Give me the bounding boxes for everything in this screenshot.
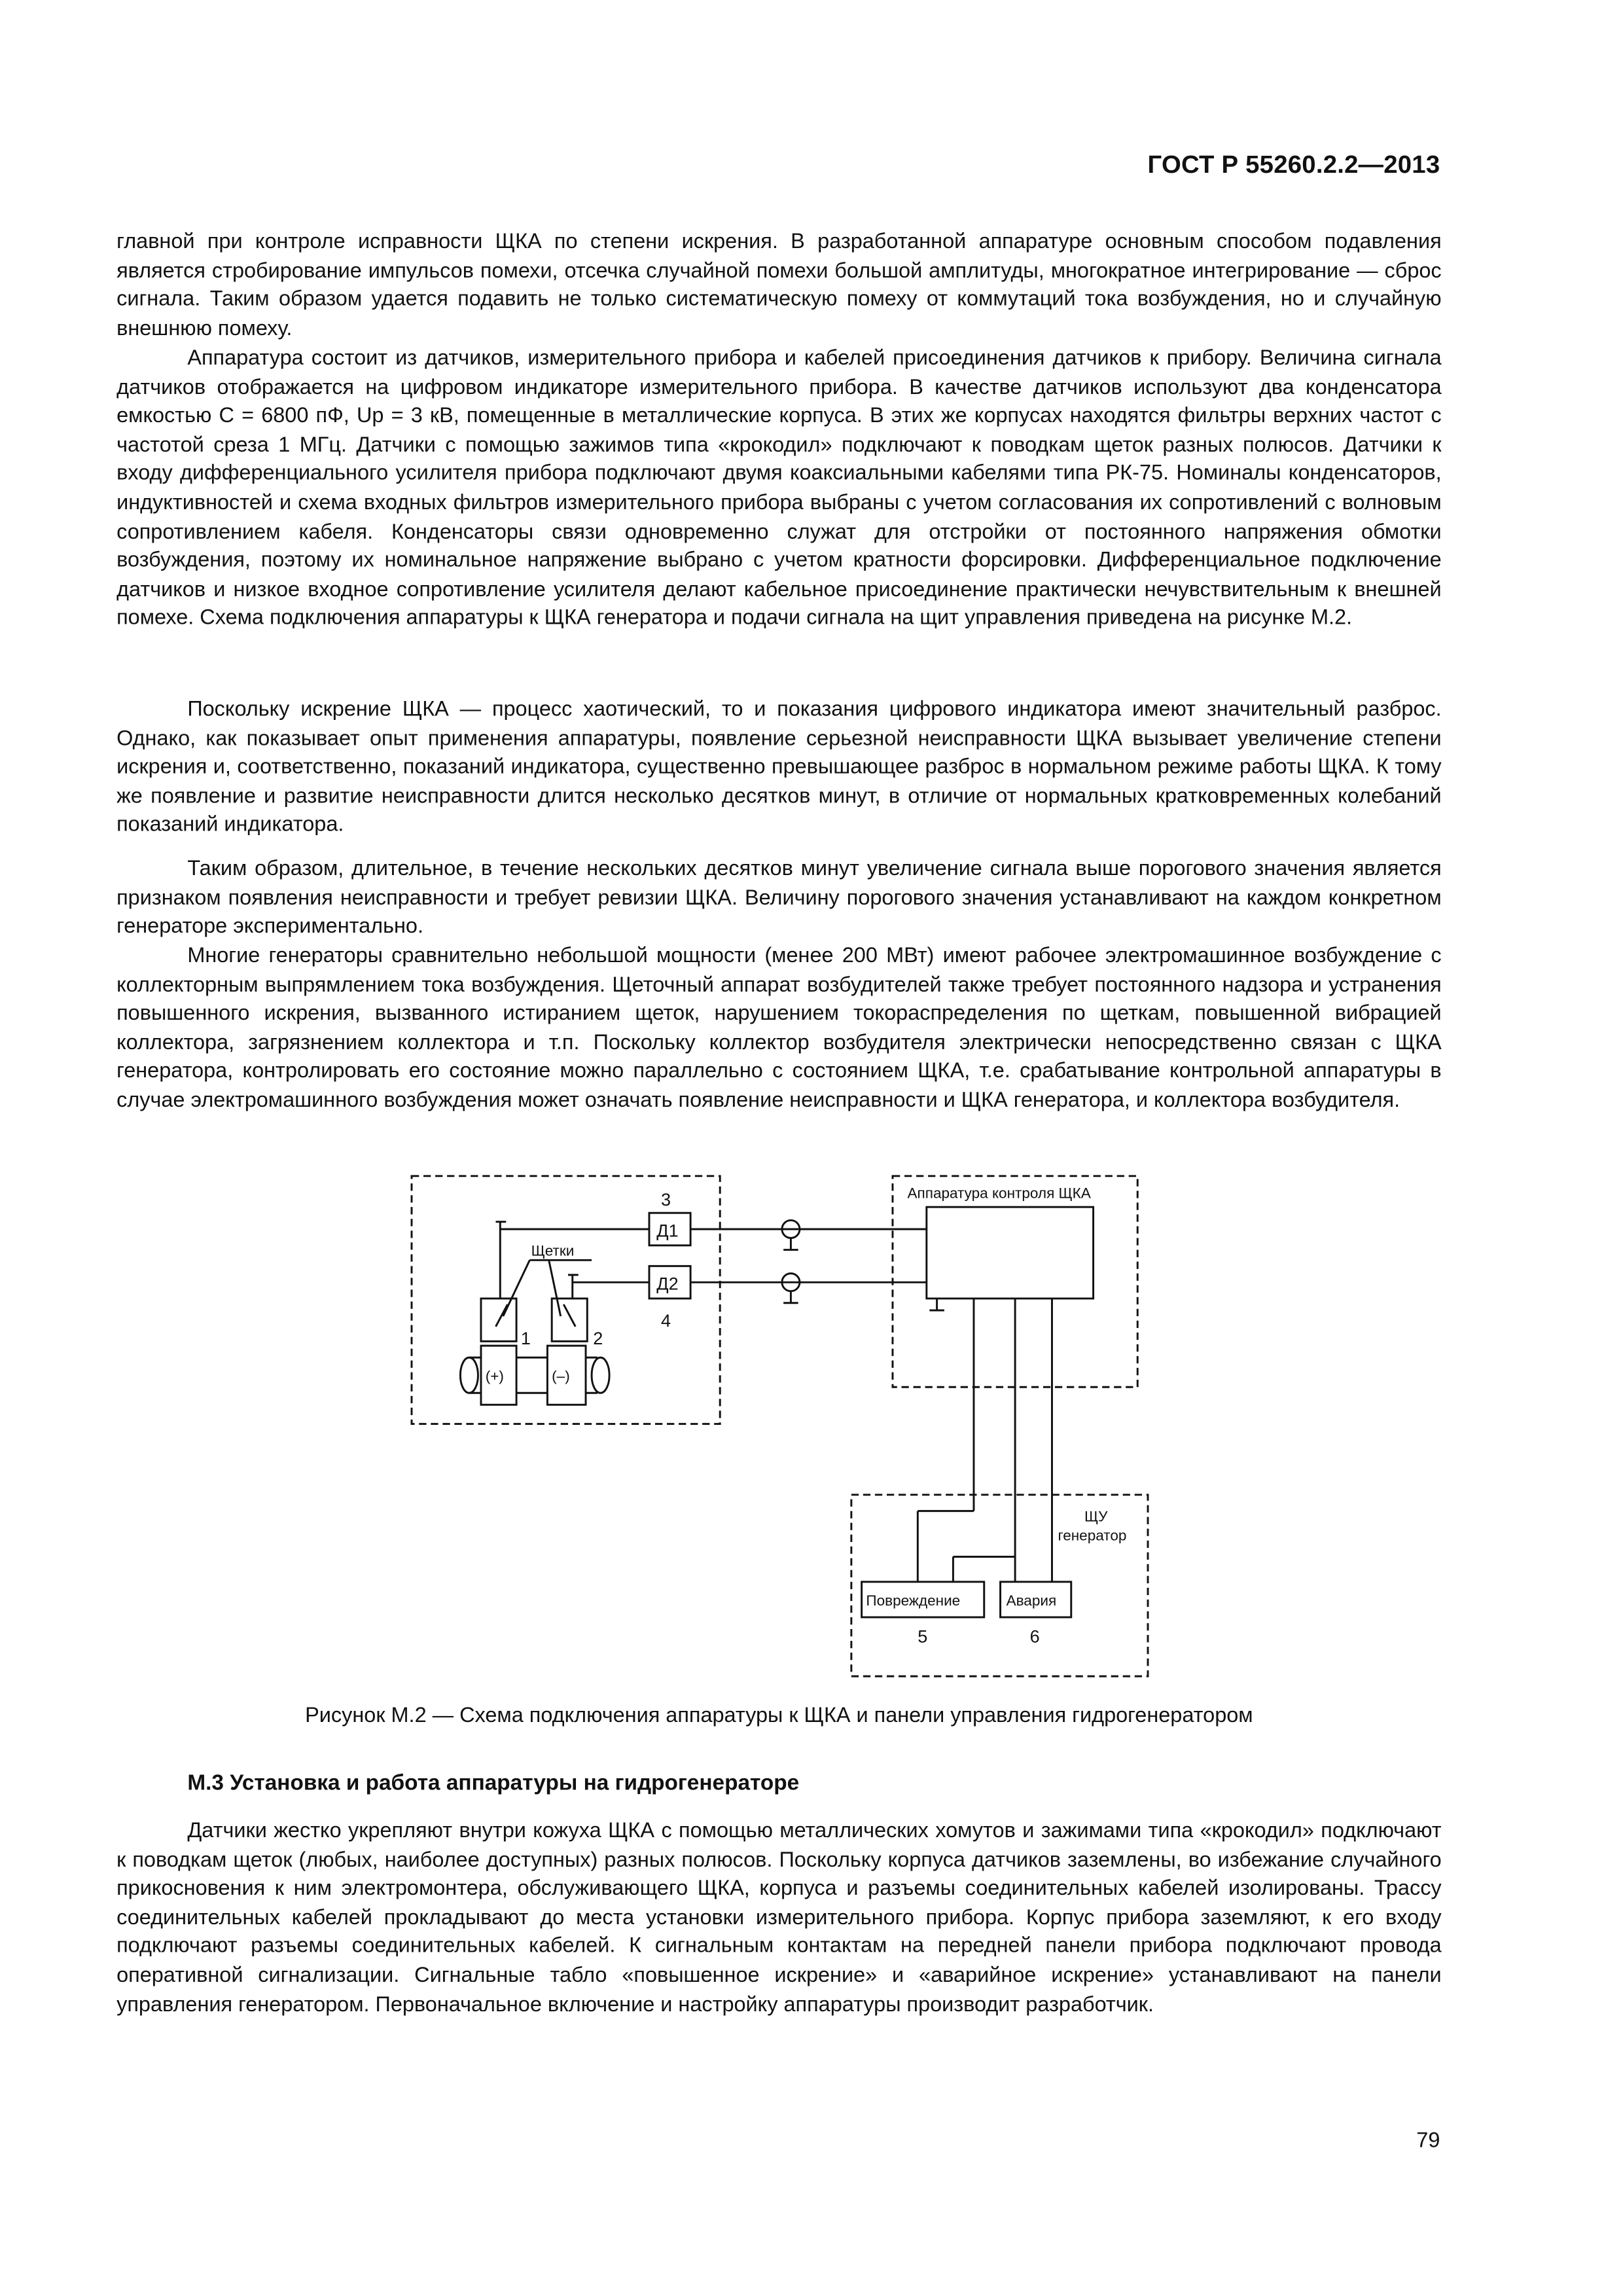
paragraph-4: Таким образом, длительное, в течение нескольких десятков минут увеличение сигнала выше порогового значения является признаком появления неисправности и требует ревизии ЩКА. Величину порогового значения устанавливают на каждом конкретном генераторе экспериментально.	[116, 857, 1442, 939]
page-number: 79	[1416, 2129, 1440, 2153]
label-4: 4	[661, 1310, 671, 1331]
shaft-end-right	[592, 1357, 609, 1393]
apparatus-box	[927, 1207, 1094, 1299]
shaft-end-left	[460, 1357, 478, 1393]
label-apparatus: Аппаратура контроля ЩКА	[907, 1185, 1091, 1202]
label-6: 6	[1029, 1626, 1040, 1647]
label-2: 2	[593, 1328, 603, 1348]
label-minus: (–)	[552, 1368, 570, 1385]
label-plus: (+)	[485, 1368, 504, 1385]
section-paragraph: Датчики жестко укрепляют внутри кожуха ЩКА с помощью металлических хомутов и зажимами типа «крокодил» подключают к поводкам щеток (любых, наиболее доступных) разных полюсов. Поскольку корпуса датчиков заземлены, во избежание случайного прикосновения к ним электромонтера, обслуживающего ЩКА, корпуса и разъемы соединительных кабелей изолированы. Трассу соединительных кабелей прокладывают до места установки измерительного прибора. Корпус прибора заземляют, к его входу подключают разъемы соединительных кабелей. К сигнальным контактам на передней панели прибора подключают провода оперативной сигнализации. Сигнальные табло «повышенное искрение» и «аварийное искрение» устанавливают на панели управления генератором. Первоначальное включение и настройку аппаратуры производит разработчик.	[116, 1819, 1442, 2017]
paragraph-2: Аппаратура состоит из датчиков, измерительного прибора и кабелей присоединения датчиков к прибору. Величина сигнала датчиков отображается на цифровом индикаторе измерительного прибора. В качестве датчиков используют два конденсатора емкостью С = 6800 пФ, Uр = 3 кВ, помещенные в металлические корпуса. В этих же корпусах находятся фильтры верхних частот с частотой среза 1 МГц. Датчики с помощью зажимов типа «крокодил» подключают к поводкам щеток разных полюсов. Датчики к входу дифференциального усилителя прибора подключают двумя коаксиальными кабелями типа РК-75. Номиналы конденсаторов, индуктивностей и схема входных фильтров измерительного прибора выбраны с учетом согласования их сопротивлений с волновым сопротивлением кабеля. Конденсаторы связи одновременно служат для отстройки от постоянного напряжения обмотки возбуждения, поэтому их номинальное напряжение выбрано с учетом кратности форсировки. Дифференциальное подключение датчиков и низкое входное сопротивление усилителя делают кабельное присоединение практически нечувствительным к внешней помехе. Схема подключения аппаратуры к ЩКА генератора и подачи сигнала на щит управления приведена на рисунке М.2.	[116, 346, 1442, 631]
label-1: 1	[520, 1328, 531, 1348]
label-d2: Д2	[656, 1274, 679, 1294]
paragraph-1: главной при контроле исправности ЩКА по степени искрения. В разработанной аппаратуре основным способом подавления является стробирование импульсов помехи, отсечка случайной помехи большой амплитуды, многократное интегрирование — сброс сигнала. Таким образом удается подавить не только систематическую помеху от коммутаций тока возбуждения, но и случайную внешнюю помеху.	[116, 230, 1442, 341]
label-d1: Д1	[656, 1221, 679, 1241]
paragraph-5: Многие генераторы сравнительно небольшой мощности (менее 200 МВт) имеют рабочее электромашинное возбуждение с коллекторным выпрямлением тока возбуждения. Щеточный аппарат возбудителей также требует постоянного надзора и устранения повышенного искрения, вызванного истиранием щеток, нарушением токораспределения по щеткам, повышенной вибрацией коллектора, загрязнением коллектора и т.п. Поскольку коллектор возбудителя электрически непосредственно связан с ЩКА генератора, контролировать его состояние можно параллельно с состоянием ЩКА, т.е. срабатывание контрольной аппаратуры в случае электромашинного возбуждения может означать появление неисправности и ЩКА генератора, и коллектора возбудителя.	[116, 944, 1442, 1113]
label-shu: ЩУ	[1084, 1508, 1108, 1525]
paragraph-3: Поскольку искрение ЩКА — процесс хаотический, то и показания цифрового индикатора имеют значительный разброс. Однако, как показывает опыт применения аппаратуры, появление серьезной неисправности ЩКА вызывает увеличение степени искрения и, соответственно, показаний индикатора, существенно превышающее разброс в нормальном режиме работы ЩКА. К тому же появление и развитие неисправности длится несколько десятков минут, в отличие от нормальных кратковременных колебаний показаний индикатора.	[116, 698, 1442, 838]
label-5: 5	[918, 1626, 928, 1647]
section-title: М.3 Установка и работа аппаратуры на гидрогенераторе	[187, 1772, 800, 1796]
figure-caption: Рисунок М.2 — Схема подключения аппаратуры к ЩКА и панели управления гидрогенератором	[305, 1704, 1253, 1729]
label-alarm: Авария	[1006, 1592, 1057, 1609]
document-header: ГОСТ Р 55260.2.2—2013	[1147, 150, 1440, 179]
label-3: 3	[661, 1189, 671, 1210]
label-generator: генератор	[1058, 1527, 1127, 1544]
label-damage: Повреждение	[866, 1592, 961, 1609]
label-brushes: Щетки	[531, 1242, 575, 1259]
brush-holder-2	[552, 1299, 587, 1341]
